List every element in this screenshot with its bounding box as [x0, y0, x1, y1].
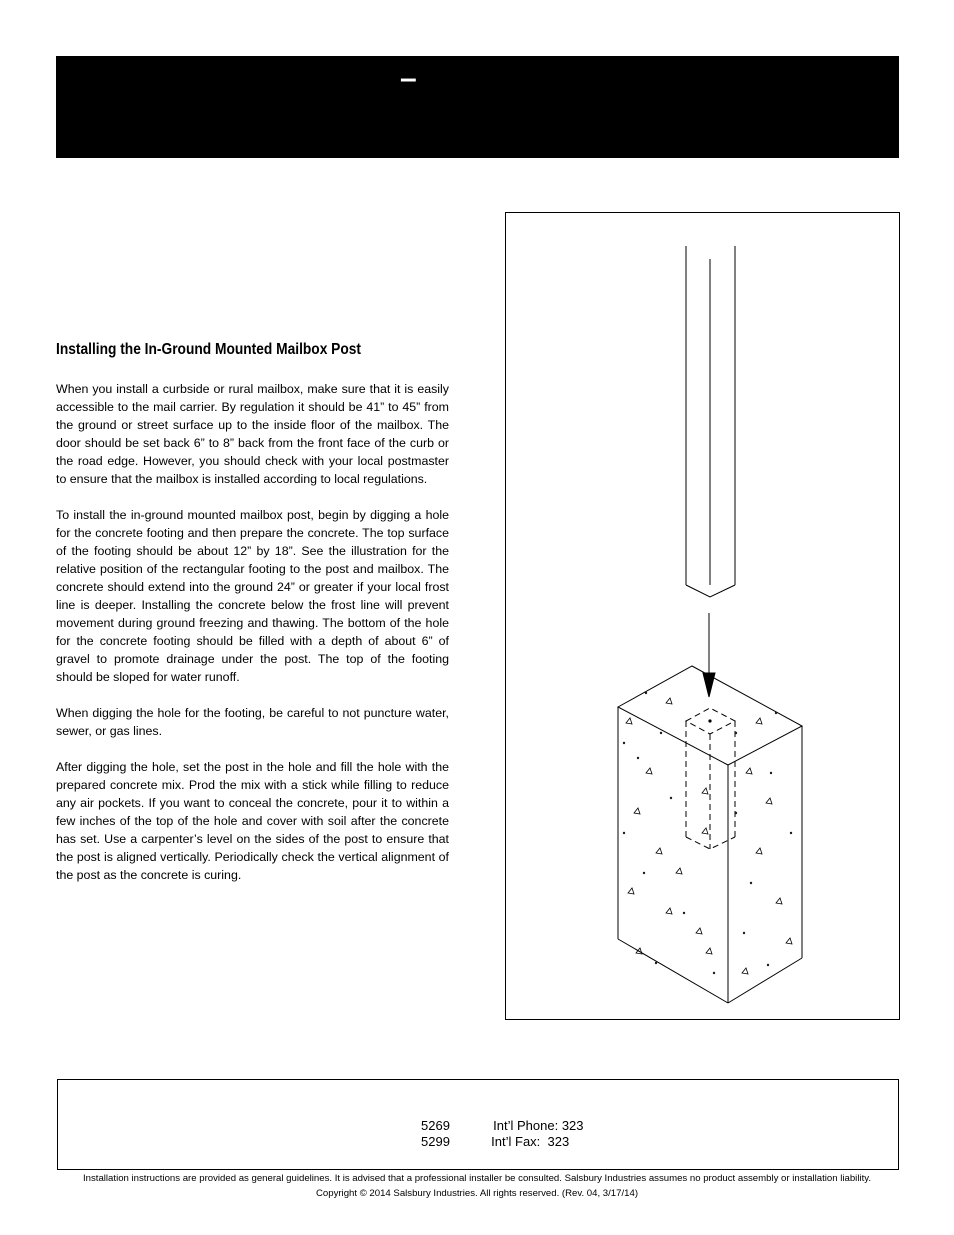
- installation-illustration: [505, 212, 900, 1020]
- fax-number-suffix: 5299: [421, 1134, 450, 1149]
- intl-fax-label: Int’l Fax: 323: [491, 1134, 570, 1149]
- intl-phone-label: Int’l Phone: 323: [493, 1118, 584, 1133]
- paragraph: When digging the hole for the footing, be careful to not puncture water, sewer, or gas lines.: [56, 706, 449, 738]
- disclaimer: Installation instructions are provided as general guidelines. It is advised that a professional installer be consulted. Salsbury Industries assumes no product assembly or installation liability.: [83, 1173, 871, 1184]
- phone-row: [421, 1118, 584, 1133]
- instructions-body: [56, 380, 449, 902]
- mailbox-post-drawing: [686, 246, 735, 597]
- aggregate-texture: [623, 692, 792, 974]
- paragraph: When you install a curbside or rural mailbox, make sure that it is easily accessible to the mail carrier. By regulation it should be 41” to 45” from the ground or street surface up to the inside floor of the mailbox. The door should be set back 6” to 8” back from the front face of the curb or the road edge. However, you should check with your local postmaster to ensure that the mailbox is installed according to local regulations.: [56, 382, 449, 486]
- fax-row: [421, 1134, 569, 1149]
- insert-arrow: [703, 613, 715, 697]
- header-dash: –: [400, 62, 417, 95]
- header-bar: [56, 56, 899, 158]
- paragraph: To install the in-ground mounted mailbox post, begin by digging a hole for the concrete footing and then prepare the concrete. The top surface of the footing should be about 12” by 18”. See the illustration for the relative position of the rectangular footing to the post and mailbox. The concrete should extend into the ground 24” or greater if your local frost line is deeper. Installing the concrete below the frost line will prevent movement during ground freezing and thawing. The bottom of the hole for the concrete footing should be filled with a depth of about 6” of gravel to promote drainage under the post. The top of the footing should be sloped for water runoff.: [56, 508, 449, 684]
- phone-number-suffix: 5269: [421, 1118, 450, 1133]
- post-footing-drawing: [506, 213, 899, 1019]
- contact-box: [57, 1079, 899, 1170]
- copyright: Copyright © 2014 Salsbury Industries. All rights reserved. (Rev. 04, 3/17/14): [315, 1188, 639, 1199]
- section-title: Installing the In-Ground Mounted Mailbox Post: [56, 341, 362, 358]
- paragraph: After digging the hole, set the post in the hole and fill the hole with the prepared concrete mix. Prod the mix with a stick while filling to reduce any air pockets. If you want to conceal the concrete, pour it to within a few inches of the top of the hole and cover with soil after the concrete has set. Use a carpenter’s level on the sides of the post to ensure that the post is aligned vertically. Periodically check the vertical alignment of the post as the concrete is curing.: [56, 760, 449, 882]
